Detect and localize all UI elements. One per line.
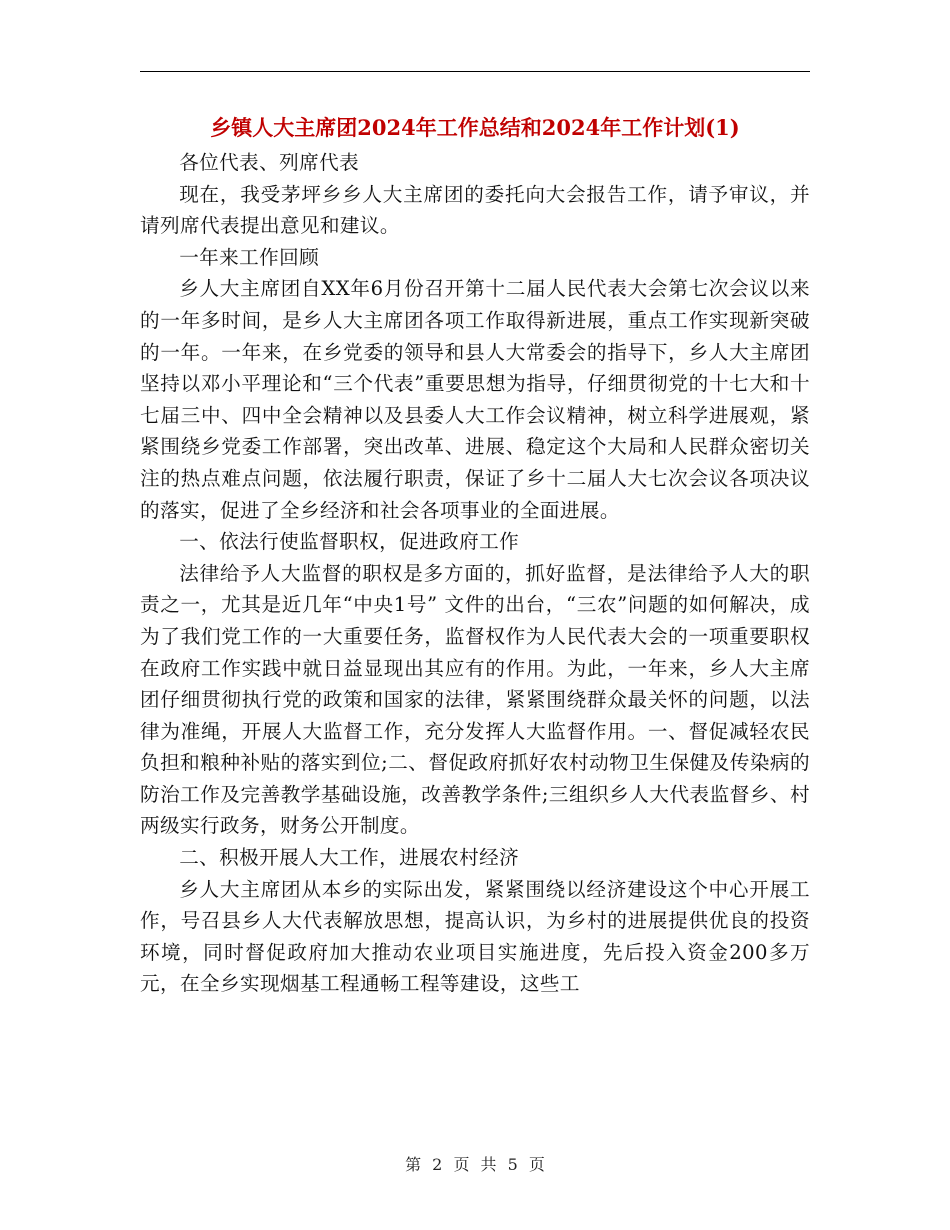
- section-heading-supervision: 一、依法行使监督职权，促进政府工作: [179, 530, 520, 554]
- paragraph-economy: 乡人大主席团从本乡的实际出发，紧紧围绕以经济建设这个中心开展工作，号召县乡人大代表解放思想，提高认识，为乡村的进展提供优良的投资环境，同时督促政府加大推动农业项目实施进度，先后投入资金200多万元，在全乡实现烟基工程通畅工程等建设，这些工: [140, 877, 810, 996]
- page-number-footer: 第 2 页 共 5 页: [405, 1155, 545, 1174]
- paragraph-salutation: 各位代表、列席代表: [179, 151, 360, 174]
- header-rule: [140, 71, 810, 72]
- document-title: 乡镇人大主席团2024年工作总结和2024年工作计划(1): [210, 115, 740, 140]
- paragraph-intro: 现在，我受茅坪乡乡人大主席团的委托向大会报告工作，请予审议，并请列席代表提出意见和建议。: [140, 182, 810, 238]
- section-heading-economy: 二、积极开展人大工作，进展农村经济: [179, 846, 520, 870]
- section-heading-review: 一年来工作回顾: [179, 245, 320, 269]
- document-body: [140, 147, 810, 1000]
- paragraph-supervision: 法律给予人大监督的职权是多方面的，抓好监督，是法律给予人大的职责之一，尤其是近几年“中央1号” 文件的出台，“三农”问题的如何解决，成为了我们党工作的一大重要任务，监督权作为人民代表大会的一项重要职权在政府工作实践中就日益显现出其应有的作用。为此，一年来，乡人大主席团仔细贯彻执行党的政策和国家的法律，紧紧围绕群众最关怀的问题，以法律为准绳，开展人大监督工作，充分发挥人大监督作用。一、督促减轻农民负担和粮种补贴的落实到位;二、督促政府抓好农村动物卫生保健及传染病的防治工作及完善教学基础设施，改善教学条件;三组织乡人大代表监督乡、村两级实行政务，财务公开制度。: [140, 561, 810, 838]
- paragraph-review: 乡人大主席团自XX年6月份召开第十二届人民代表大会第七次会议以来的一年多时间，是乡人大主席团各项工作取得新进展，重点工作实现新突破的一年。一年来，在乡党委的领导和县人大常委会的指导下，乡人大主席团坚持以邓小平理论和“三个代表”重要思想为指导，仔细贯彻党的十七大和十七届三中、四中全会精神以及县委人大工作会议精神，树立科学进展观，紧紧围绕乡党委工作部署，突出改革、进展、稳定这个大局和人民群众密切关注的热点难点问题，依法履行职责，保证了乡十二届人大七次会议各项决议的落实，促进了全乡经济和社会各项事业的全面进展。: [140, 277, 810, 522]
